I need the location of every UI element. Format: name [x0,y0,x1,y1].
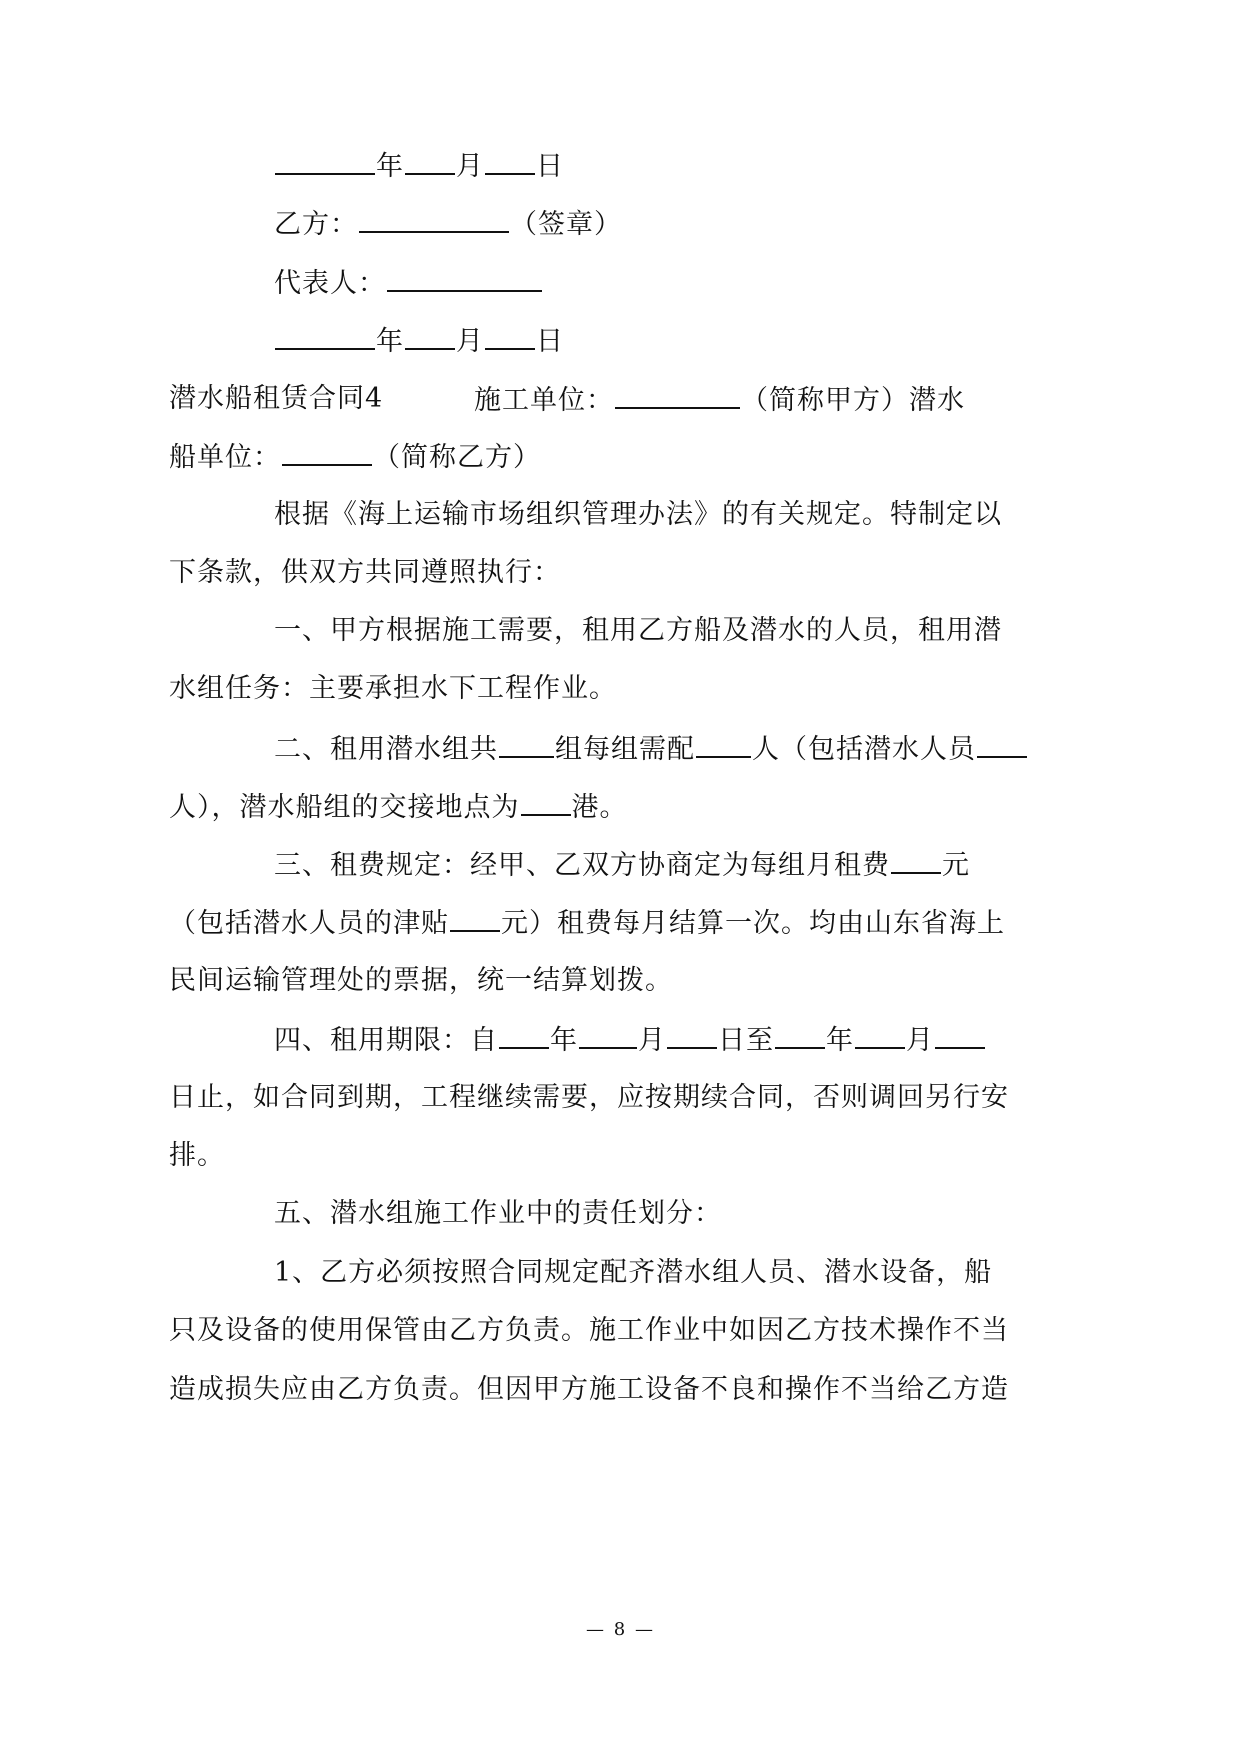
text: 人），潜水船组的交接地点为 [169,792,520,823]
blank-divers [977,730,1027,758]
blank-start-day [667,1021,717,1049]
date-line-2 [274,322,564,360]
blank-construction-unit [615,381,740,409]
text: 月 [638,1025,666,1056]
text: 日止，如合同到期，工程继续需要，应按期续合同，否则调回另行安 [169,1082,1009,1113]
party-b-label: 乙方： [274,209,358,240]
contract-title: 潜水船租赁合同4 [169,383,384,414]
clause-5-heading [274,1196,722,1232]
clause-2-line-2 [169,788,628,826]
clause-3-line-1 [274,846,970,884]
party-a-abbr-label: （简称甲方）潜水 [741,385,965,416]
blank-year [275,322,375,350]
contract-title-line [169,381,383,417]
blank-representative [387,264,542,292]
blank-end-year [775,1021,825,1049]
blank-day [485,147,535,175]
construction-unit-line [474,381,965,419]
blank-monthly-fee [891,846,941,874]
text: 1、乙方必须按照合同规定配齐潜水组人员、潜水设备，船 [274,1257,993,1288]
blank-persons-per-group [696,730,751,758]
representative-line [274,264,543,302]
party-b-abbr-label: （简称乙方） [373,442,541,473]
year-label: 年 [376,151,404,182]
text: 只及设备的使用保管由乙方负责。施工作业中如因乙方技术操作不当 [169,1315,1009,1346]
representative-label: 代表人： [274,268,386,299]
text: 根据《海上运输市场组织管理办法》的有关规定。特制定以 [274,499,1002,530]
text: 三、租费规定：经甲、乙双方协商定为每组月租费 [274,850,890,881]
text: 元 [942,850,970,881]
blank-allowance [450,904,500,932]
clause-4-line-1 [274,1021,986,1059]
clause-3-line-3 [169,963,673,999]
blank-end-day [935,1021,985,1049]
text: 水组任务：主要承担水下工程作业。 [169,673,617,704]
blank-year [275,147,375,175]
text: （包括潜水人员的津贴 [169,908,449,939]
clause-3-line-2 [169,904,1005,942]
month-label: 月 [456,326,484,357]
text: 下条款，供双方共同遵照执行： [169,557,561,588]
clause-2-line-1 [274,730,1028,768]
clause-5-1-line-1 [274,1255,992,1291]
blank-port [521,788,571,816]
text: 月 [906,1025,934,1056]
text: 日至 [718,1025,774,1056]
blank-month [405,147,455,175]
text: 年 [826,1025,854,1056]
clause-4-line-2 [169,1080,1009,1116]
clause-1-line-2 [169,671,617,707]
page-number: — 8 — [586,1619,655,1640]
text: 港。 [571,792,628,823]
text: 排。 [169,1140,225,1171]
day-label: 日 [536,326,564,357]
paragraph-intro-line-1 [274,497,1002,533]
text: 年 [550,1025,578,1056]
text: 民间运输管理处的票据，统一结算划拨。 [169,965,673,996]
text: 二、租用潜水组共 [274,734,498,765]
text: 一、甲方根据施工需要，租用乙方船及潜水的人员，租用潜 [274,615,1002,646]
blank-start-year [499,1021,549,1049]
paragraph-intro-line-2 [169,555,561,591]
clause-1-line-1 [274,613,1002,649]
seal-label: （签章） [510,209,622,240]
year-label: 年 [376,326,404,357]
text: 人（包括潜水人员 [752,734,976,765]
construction-unit-label: 施工单位： [474,385,614,416]
clause-4-line-3 [169,1138,225,1174]
blank-day [485,322,535,350]
date-line-1 [274,147,564,185]
blank-month [405,322,455,350]
diving-unit-label: 船单位： [169,442,281,473]
diving-unit-line [169,438,541,476]
text: 组每组需配 [555,734,695,765]
clause-5-1-line-3 [169,1372,1009,1408]
text: 造成损失应由乙方负责。但因甲方施工设备不良和操作不当给乙方造 [169,1374,1009,1405]
blank-start-month [579,1021,637,1049]
blank-party-b [359,205,509,233]
text: 元）租费每月结算一次。均由山东省海上 [501,908,1005,939]
blank-end-month [855,1021,905,1049]
text: 五、潜水组施工作业中的责任划分： [274,1198,722,1229]
blank-group-count [499,730,554,758]
blank-diving-unit [282,438,372,466]
party-b-sign-line [274,205,622,243]
clause-5-1-line-2 [169,1313,1009,1349]
month-label: 月 [456,151,484,182]
day-label: 日 [536,151,564,182]
text: 四、租用期限：自 [274,1025,498,1056]
